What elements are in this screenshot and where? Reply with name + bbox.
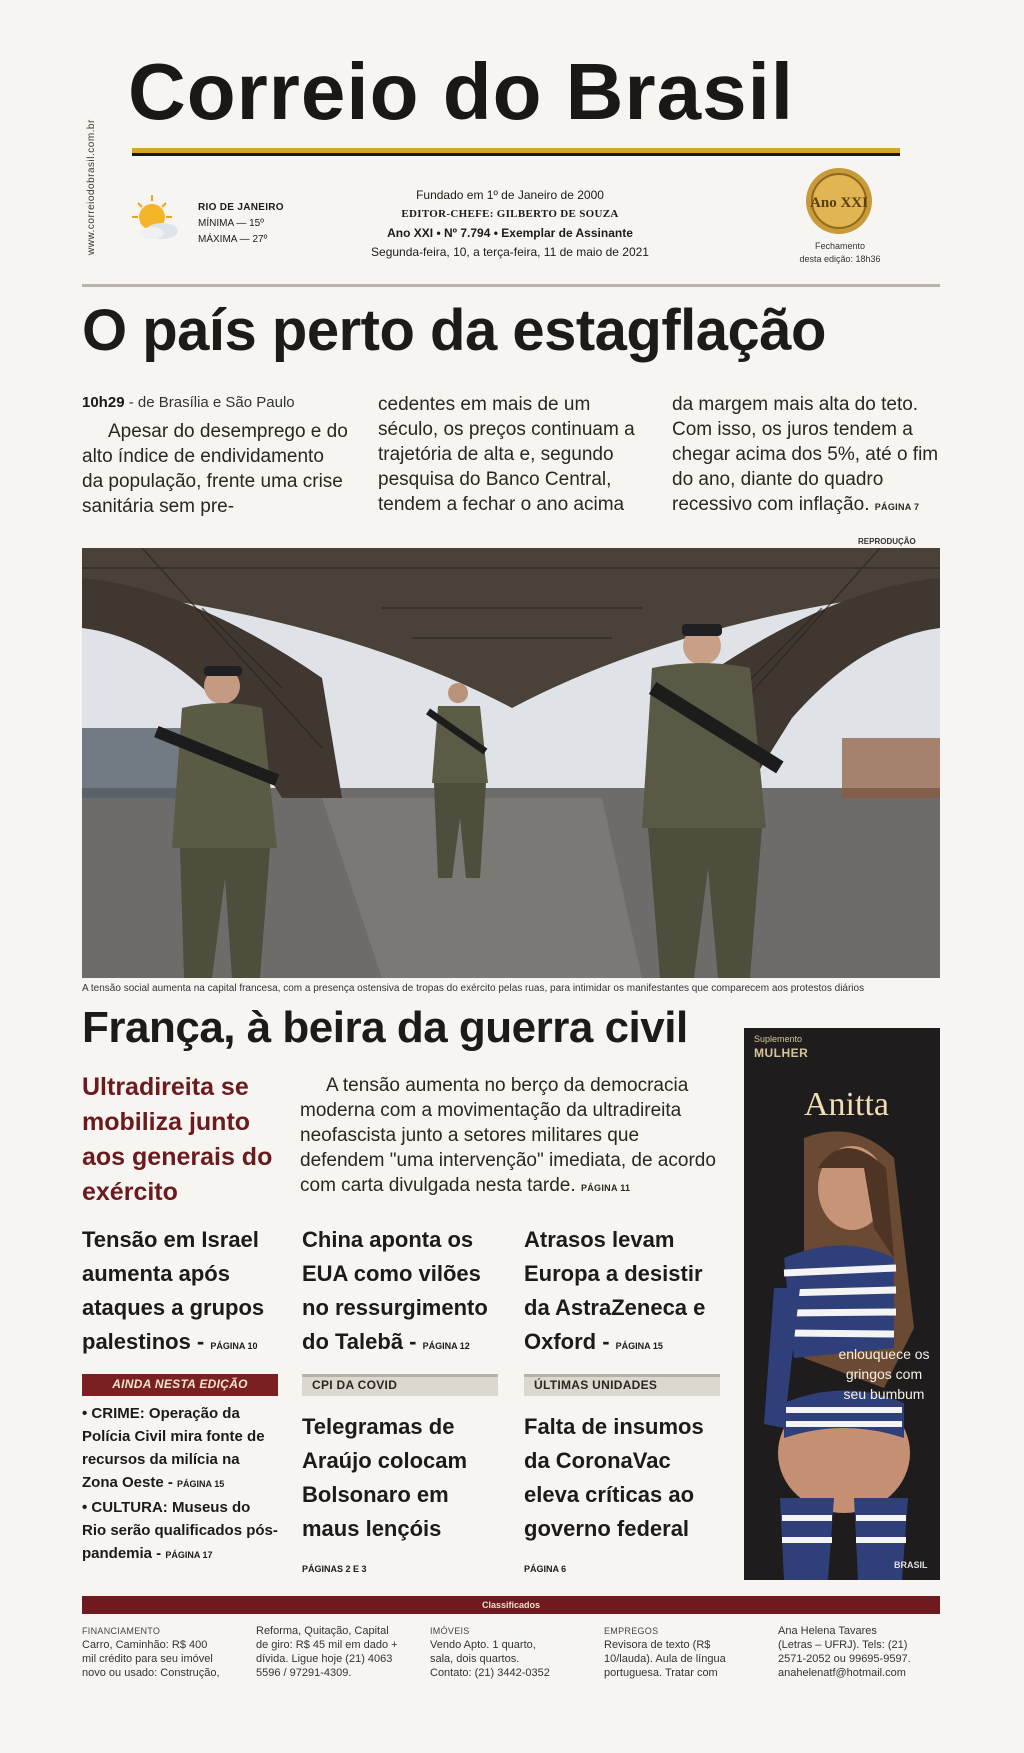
classifieds-bar: Classificados [82,1596,940,1614]
classified-line: 2571-2052 ou 99695-9597. [778,1653,911,1665]
classified-cat-4: EMPREGOS [604,1626,659,1636]
ultimas-story[interactable] [524,1410,720,1546]
ainda-cultura-text: Museus do Rio serão qualificados pós-pandemia - [82,1499,278,1562]
section-ainda: AINDA NESTA EDIÇÃO [82,1374,278,1396]
lead-column-2 [378,392,648,517]
lead-text-1: Apesar do desemprego e do alto índice de endividamento da população, frente uma crise sanitária sem pre- [82,421,348,517]
story-israel-page: PÁGINA 10 [210,1341,258,1351]
masthead-title: Correio do Brasil [128,47,795,136]
classified-line: Ana Helena Tavares [778,1625,877,1637]
france-body [300,1073,720,1201]
lead-column-3 [672,392,942,520]
story-china-page: PÁGINA 12 [422,1341,470,1351]
cpi-story-title[interactable]: Telegramas de Araújo colocam Bolsonaro em maus lençóis [302,1414,468,1541]
lead-headline[interactable]: O país perto da estagflação [82,298,826,363]
france-subhead[interactable]: Ultradireita se mobiliza junto aos generais do exército [82,1073,273,1206]
classified-line: Revisora de texto (R$ [604,1639,711,1651]
classified-line: Carro, Caminhão: R$ 400 [82,1639,208,1651]
weather-block [198,200,284,248]
classified-line: Reforma, Quitação, Capital [256,1625,389,1637]
weather-max: MÁXIMA — 27º [198,234,268,245]
classified-financiamento-cont[interactable] [256,1624,416,1680]
france-headline[interactable]: França, à beira da guerra civil [82,1003,688,1052]
classified-line: mil crédito para seu imóvel [82,1653,213,1665]
masthead-url: www.correiodobrasil.com.br [86,119,97,255]
classified-line: 10/lauda). Aula de língua [604,1653,726,1665]
editor-line: EDITOR-CHEFE: GILBERTO DE SOUZA [401,208,619,220]
story-china-title[interactable]: China aponta os EUA como vilões no ressurgimento do Talebã - [302,1227,488,1354]
lead-text-2: cedentes em mais de um século, os preços continuam a trajetória de alta e, segundo pesquisa do Banco Central, tendem a fechar o ano acima [378,394,635,515]
photo-credit: REPRODUÇÃO [858,537,916,546]
classified-cat-3: IMÓVEIS [430,1626,470,1636]
section-cpi: CPI DA COVID [302,1374,498,1396]
top-rule [82,284,940,287]
section-ultimas: ÚLTIMAS UNIDADES [524,1374,720,1396]
founded-line: Fundado em 1º de Janeiro de 2000 [416,188,604,202]
photo-caption: A tensão social aumenta na capital francesa, com a presença ostensiva de tropas do exército pelas ruas, para intimidar os manifestantes que comparecem aos protestos diários [82,983,865,994]
france-page-ref[interactable]: PÁGINA 11 [580,1183,631,1193]
classified-line: Vendo Apto. 1 quarto, [430,1639,536,1651]
classified-financiamento[interactable] [82,1624,242,1680]
classified-empregos-cont[interactable] [778,1624,940,1680]
classified-line: (Letras – UFRJ). Tels: (21) [778,1639,908,1651]
classified-imoveis[interactable] [430,1624,590,1680]
closing-time: desta edição: 18h36 [799,254,881,264]
ainda-crime-text: Operação da Polícia Civil mira fonte de recursos da milícia na Zona Oeste - [82,1405,265,1491]
edition-line: Ano XXI • Nº 7.794 • Exemplar de Assinante [387,226,633,240]
classified-line: anahelenatf@hotmail.com [778,1667,906,1679]
ad-brand: BRASIL [894,1560,928,1570]
weather-city: RIO DE JANEIRO [198,202,284,213]
lead-origin: - de Brasília e São Paulo [124,394,295,411]
story-europe[interactable] [524,1223,724,1363]
seal-text: Ano XXI [810,195,868,211]
ultimas-story-title[interactable]: Falta de insumos da CoronaVac eleva críticas ao governo federal [524,1414,704,1541]
france-body-text: A tensão aumenta no berço da democracia moderna com a movimentação da ultradireita neofascista junto a setores militares que defendem "uma intervenção" imediata, de acordo com carta divulgada nesta tarde. [300,1075,716,1196]
classified-line: 5596 / 97291-4309. [256,1667,352,1679]
classified-cat-1: FINANCIAMENTO [82,1626,161,1636]
weather-sun-icon [130,193,182,245]
ad-section: MULHER [754,1046,809,1060]
story-israel[interactable] [82,1223,282,1363]
cpi-story[interactable] [302,1410,498,1546]
story-israel-title[interactable]: Tensão em Israel aumenta após ataques a grupos palestinos - [82,1227,265,1354]
closing-info [780,240,900,266]
ad-tagline: enlouquece os gringos com seu bumbum [838,1346,930,1402]
closing-label: Fechamento [814,241,866,251]
story-china[interactable] [302,1223,502,1363]
classified-line: dívida. Ligue hoje (21) 4063 [256,1653,393,1665]
weather-min: MÍNIMA — 15º [198,218,264,229]
ainda-crime-label: CRIME: [91,1405,145,1422]
date-line: Segunda-feira, 10, a terça-feira, 11 de maio de 2021 [371,245,649,259]
classified-line: de giro: R$ 45 mil em dado + [256,1639,398,1651]
ultimas-story-page: PÁGINA 6 [524,1564,567,1574]
classified-empregos[interactable] [604,1624,764,1680]
classified-line: portuguesa. Tratar com [604,1667,718,1679]
ad-supplement: Suplemento [754,1034,803,1044]
supplement-ad[interactable] [744,1028,940,1580]
ad-name: Anitta [804,1086,889,1123]
eiffel-soldiers-photo [82,548,940,978]
lead-time: 10h29 [82,394,125,411]
cpi-story-page: PÁGINAS 2 E 3 [302,1564,367,1574]
classified-line: Contato: (21) 3442-0352 [430,1667,550,1679]
lead-page-ref[interactable]: PÁGINA 7 [874,502,920,512]
classified-line: sala, dois quartos. [430,1653,520,1665]
story-europe-page: PÁGINA 15 [615,1341,663,1351]
lead-text-3: da margem mais alta do teto. Com isso, os juros tendem a chegar acima dos 5%, até o fim do ano, diante do quadro recessivo com inflação. [672,394,939,515]
story-europe-title[interactable]: Atrasos levam Europa a desistir da AstraZeneca e Oxford - [524,1227,706,1354]
anniversary-seal-icon [803,165,875,237]
ainda-cultura-page: PÁGINA 17 [165,1550,213,1560]
ainda-cultura-label: CULTURA: [91,1499,168,1516]
ainda-item-crime[interactable]: • CRIME: Operação da Polícia Civil mira fonte de recursos da milícia na Zona Oeste - PÁGINA 15 [82,1405,265,1491]
edition-info [300,186,720,262]
ainda-item-cultura[interactable]: • CULTURA: Museus do Rio serão qualificados pós-pandemia - PÁGINA 17 [82,1499,278,1562]
ainda-crime-page: PÁGINA 15 [177,1479,225,1489]
masthead-underline [132,148,900,156]
classified-line: novo ou usado: Construção, [82,1667,220,1679]
lead-column-1 [82,390,350,519]
